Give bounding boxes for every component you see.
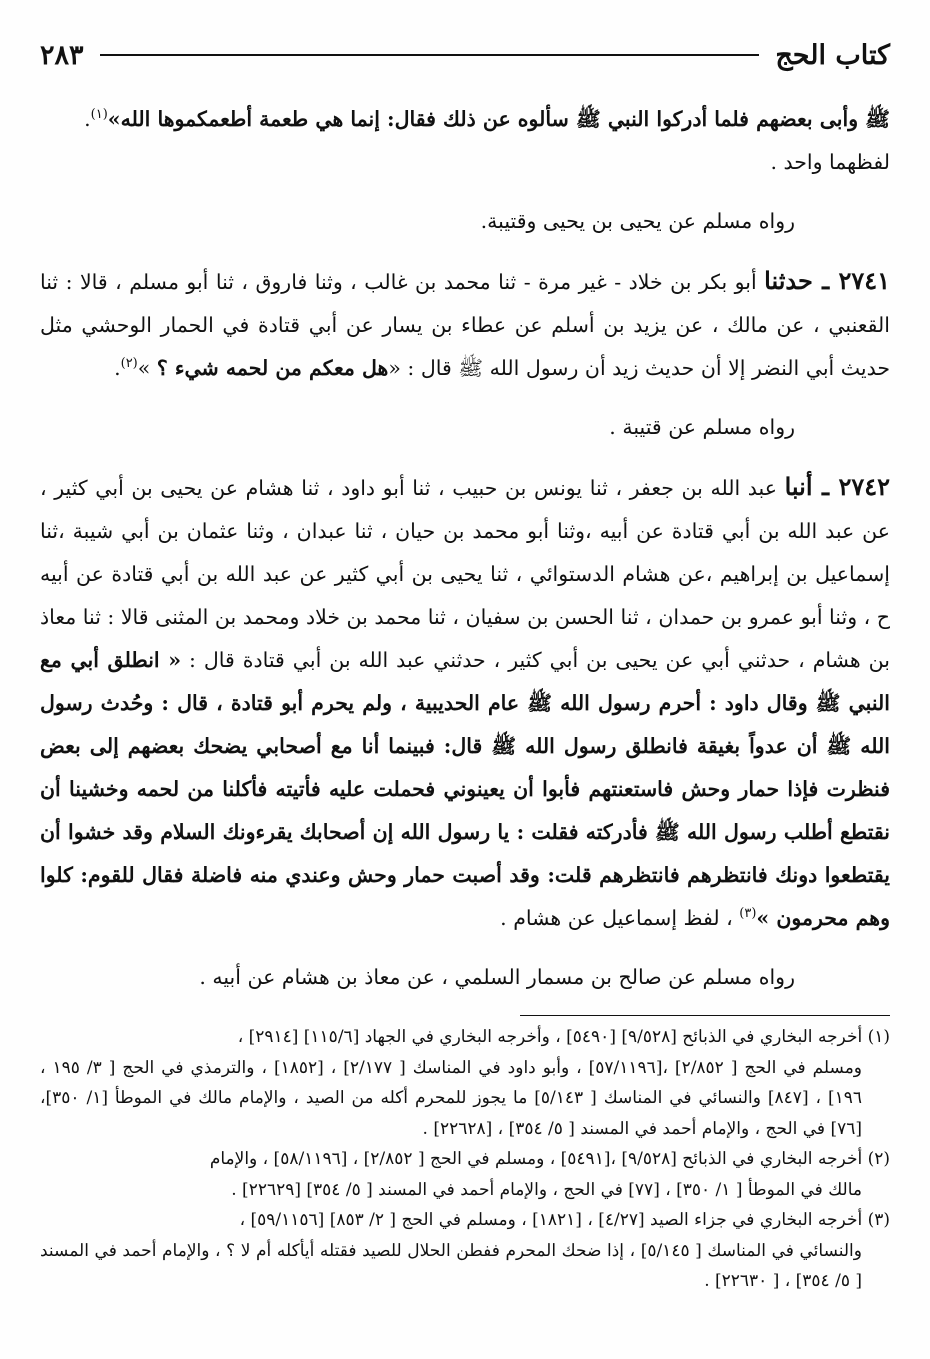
footnote-3 <box>40 1205 890 1236</box>
hadith-2741 <box>40 259 890 390</box>
narration-note-1: رواه مسلم عن يحيى بن يحيى وقتيبة. <box>480 209 795 233</box>
footnote-2 <box>40 1144 890 1175</box>
page-number: ٢٨٣ <box>40 39 84 71</box>
hadith-number-2741: ٢٧٤١ ـ حدثنا <box>764 266 890 295</box>
hadith-2741-isnad: أبو بكر بن خلاد - غير مرة - ثنا محمد بن غالب ، وثنا فاروق ، ثنا أبو مسلم ، قالا : ثنا القعنبي ، عن مالك ، عن يزيد بن أسلم عن عطاء بن يسار عن أبي قتادة في الحمار الوحشي مثل حديث أبي النضر إلا أن حديث زيد أن رسول الله ﷺ قال : « <box>40 270 890 380</box>
footnote-1-continuation: ومسلم في الحج [ ٢/٨٥٢] ،[٥٧/١١٩٦] ، وأبو داود في المناسك [ ٢/١٧٧] ، [١٨٥٢] ، والترمذي في الحج [ ٣/ ١٩٥ ، ١٩٦] ، [٨٤٧] والنسائي في المناسك [ ٥/١٤٣] ما يجوز للمحرم أكله من الصيد ، والإمام مالك في الموطأ [١/ ٣٥٠]، [٧٦] في الحج ، والإمام أحمد في المسند [ ٥/ ٣٥٤] ، [٢٢٦٢٨] . <box>40 1057 863 1139</box>
hadith-2741-close: » <box>137 356 157 380</box>
paragraph-continuation <box>40 98 890 141</box>
footnote-ref-2: (٢) <box>120 356 138 372</box>
footnotes <box>40 1022 890 1297</box>
footnote-3-continuation: والنسائي في المناسك [ ٥/١٤٥] ، إذا ضحك المحرم ففطن الحلال للصيد فقتله أيأكله أم لا ؟ ، والإمام أحمد في المسند [ ٥/ ٣٥٤] ، [ ٢٢٦٣٠] . <box>40 1240 862 1291</box>
wording-note: لفظهما واحد . <box>770 150 890 174</box>
hadith-2741-matn: هل معكم من لحمه شيء ؟ <box>156 356 389 380</box>
narration-note-2: رواه مسلم عن قتيبة . <box>609 415 795 439</box>
footnote-3-first-line: (٣) أخرجه البخاري في جزاء الصيد [٤/٢٧] ، [١٨٢١] ، ومسلم في الحج [ ٢/ ٨٥٣] [٥٩/١١٥٦] ، <box>239 1210 890 1230</box>
footnote-separator <box>520 1015 890 1016</box>
running-header <box>40 30 890 80</box>
sentence-end: . <box>84 107 91 131</box>
hadith-2741-end: . <box>114 356 121 380</box>
book-page <box>40 30 890 999</box>
book-title: كتاب الحج <box>775 39 890 71</box>
hadith-2742-matn: « انطلق أبي مع النبي ﷺ وقال داود : أحرم رسول الله ﷺ عام الحديبية ، ولم يحرم أبو قتادة ، قال : وحُدث رسول الله ﷺ أن عدواً بغيقة فانطلق رسول الله ﷺ قال: فبينما أنا مع أصحابي يضحك بعضهم إلى بعض فنظرت فإذا حمار وحش فاستعنتهم فأبوا أن يعينوني فحملت عليه فأتيته فأكلنا من لحمه وخشينا أن نقتطع أطلب رسول الله ﷺ فأدركته فقلت : يا رسول الله إن أصحابك يقرءونك السلام وقد خشوا أن يقتطعوا دونك فانتظرهم فانتظرهم قلت: وقد أصبت حمار وحش وعندي منه فاضلة فقال للقوم: كلوا وهم محرمون » <box>40 648 890 930</box>
hadith-2742-isnad: عبد الله بن جعفر ، ثنا يونس بن حبيب ، ثنا أبو داود ، ثنا هشام عن يحيى بن أبي كثير ، عن عبد الله بن أبي قتادة عن أبيه ،وثنا أبو محمد بن حيان ، ثنا عبدان ، وثنا عثمان بن أبي شيبة ،ثنا إسماعيل بن إبراهيم ،عن هشام الدستوائي ، ثنا يحيى بن أبي كثير عن عبد الله بن أبي قتادة عن أبيه ح ، وثنا أبو عمرو بن حمدان ، ثنا الحسن بن سفيان ، ثنا محمد بن خلاد ومحمد بن المثنى قالا : ثنا معاذ بن هشام ، حدثني أبي عن يحيى بن أبي كثير ، حدثني عبد الله بن أبي قتادة قال : <box>40 476 890 672</box>
hadith-number-2742: ٢٧٤٢ ـ أنبا <box>784 472 890 501</box>
hadith-2742 <box>40 465 890 940</box>
footnote-1 <box>40 1022 890 1053</box>
footnote-ref-3: (٣) <box>739 906 757 922</box>
main-text <box>40 98 890 999</box>
header-rule <box>100 54 760 56</box>
footnote-1-first-line: (١) أخرجه البخاري في الذبائح [٩/٥٢٨] [٥٤٩٠] ، وأخرجه البخاري في الجهاد [١١٥/٦] [٢٩١٤] ، <box>237 1027 890 1047</box>
footnote-ref-1: (١) <box>90 107 108 123</box>
narration-note-3: رواه مسلم عن صالح بن مسمار السلمي ، عن معاذ بن هشام عن أبيه . <box>199 965 795 989</box>
hadith-2742-tail: ، لفظ إسماعيل عن هشام . <box>500 906 740 930</box>
quoted-hadith-text: ﷺ وأبى بعضهم فلما أدركوا النبي ﷺ سألوه عن ذلك فقال: إنما هي طعمة أطعمكموها الله» <box>107 107 890 131</box>
footnote-2-continuation: مالك في الموطأ [ ١/ ٣٥٠] ، [٧٧] في الحج ، والإمام أحمد في المسند [ ٥/ ٣٥٤] [٢٢٦٢٩] . <box>231 1179 862 1200</box>
footnote-2-first-line: (٢) أخرجه البخاري في الذبائح [٩/٥٢٨] ،[٥٤٩١] ، ومسلم في الحج [ ٢/٨٥٢] ، [٥٨/١١٩٦] ، والإمام <box>209 1149 890 1169</box>
